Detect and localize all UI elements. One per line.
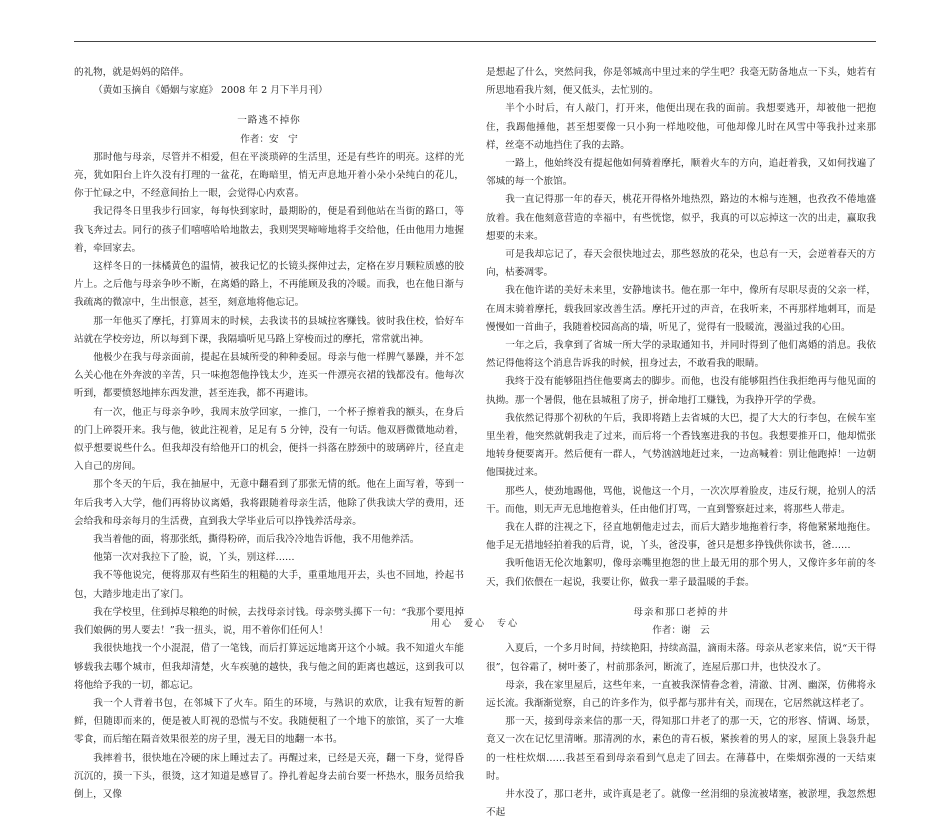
paragraph: 我终于没有能够阻挡住他要离去的脚步。而他，也没有能够阻挡住我拒绝再与他见面的执拗。那一个暑假，他在县城租了房子，拼命地打工赚钱，为我挣开学的学费。	[486, 376, 876, 406]
paragraph: 我一直记得那一年的春天，桃花开得格外地热烈，路边的木棉与连翘，也孜孜不倦地盛放着。我在他刻意营造的幸福中，有些恍惚，似乎，我真的可以忘掉这一次的出走，赢取我想要的未来。	[486, 194, 876, 242]
paragraph: 我不等他说完，便将那双有些陌生的粗糙的大手，重重地甩开去，头也不回地，拎起书包，大踏步地走出了家门。	[74, 570, 464, 600]
paragraph: 井水没了，那口老井，或许真是老了。就像一丝涓细的泉流被堵塞，被淤埋，我忽然想不起	[486, 788, 876, 819]
paragraph: 我在人群的注视之下，径直地朝他走过去，而后大踏步地拖着行李，将他紧紧地拖住。他手足无措地轻拍着我的后背，说，丫头，爸没事，爸只是想多挣钱供你读书，爸……	[486, 522, 876, 552]
header-rule	[74, 41, 876, 42]
paragraph: 这样冬日的一抹橘黄色的温情，被我记忆的长镜头探伸过去，定格在岁月颗粒质感的胶片上。之后他与母亲争吵不断，在离婚的路上，不再能顾及我的冷暖。而我，也在他日渐与我疏离的微凉中，生出恨意，甚至，刻意地将他忘记。	[74, 261, 464, 309]
paragraph: 我在学校里，住到掉尽粮绝的时候，去找母亲讨钱。母亲劈头掷下一句：“我那个要甩掉我们娘俩的男人要去！”我一扭头，说，用不着你们任何人！	[74, 606, 464, 637]
paragraph: 他极少在我与母亲面前，提起在县城所受的种种委屈。母亲与他一样脾气暴躁，并不怎么关心他在外奔波的辛苦，只一味抱怨他挣钱太少，连买一件漂亮衣裙的钱都没有。他每次听到，都要愤怒地摔东西发泄，甚至连我，都不再避讳。	[74, 352, 464, 400]
paragraph: 我很快地找一个小混混，借了一笔钱，而后打算远远地离开这个小城。我不知道火车能够载我去哪个城市，但我却清楚，火车疾驰的越快，我与他之间的距离也越远，这到我可以将他给予我的一切，都忘记。	[74, 643, 464, 691]
paragraph: 那时他与母亲，尽管并不相爱，但在平淡琐碎的生活里，还是有些许的明亮。这样的光亮，犹如阳台上许久没有打理的一盆花，在晦暗里，悄无声息地开着小朵小朵纯白的花儿，你于忙碌之中，不经意间抬上一眼，会觉得心内欢喜。	[74, 151, 464, 200]
paragraph: 那一天，接到母亲来信的那一天，得知那口井老了的那一天，它的形容、情调、场景，竟又一次在记忆里清晰。那清冽的水，素色的青石板，紧挨着的男人的家，屋顶上袅袅升起的一柱柱炊烟……我甚至看到母亲看到气息走了回去。在薄暮中，在柴烟弥漫的一天结束时。	[486, 716, 876, 782]
paragraph: 那些人，使劲地踢他，骂他，说他这一个月，一次次厚着脸皮，违反行规，抢别人的活干。而他，则无声无息地抱着头，任由他们打骂，一直到警察赶过来，将那些人带走。	[486, 485, 876, 515]
page-footer: 用心 爱心 专心	[430, 619, 519, 629]
paragraph: 那个冬天的午后，我在抽屉中，无意中翻看到了那张无情的纸。他在上面写着，等到一年后我考入大学，他们再将协议离婚，我将跟随着母亲生活，他除了供我读大学的费用，还会给我和母亲每月的生活费，直到我大学毕业后可以挣钱养活母亲。	[74, 479, 464, 527]
paragraph: 那一年他买了摩托，打算周末的时候，去我读书的县城拉客赚钱。彼时我住校，恰好车站就在学校旁边，所以每到下课，我隔墙听见马路上穿梭而过的摩托，常常就出神。	[74, 315, 464, 345]
paragraph: 他第一次对我拉下了脸，说，丫头，别这样……	[93, 552, 295, 564]
paragraph: 我在他许诺的美好未来里，安静地读书。他在那一年中，像所有尽职尽责的父亲一样，在周末骑着摩托，载我回家改善生活。摩托开过的声音，在我听来，不再那样地刺耳，而是慢慢如一首曲子，我随着校园高高的墙，听见了，觉得有一股暖流，漫溢过我的心田。	[486, 285, 876, 333]
paragraph: 可是我却忘记了，春天会很快地过去，那些怒放的花朵，也总有一天，会逆着春天的方向，枯萎凋零。	[486, 249, 876, 279]
story-author: 作者：安 宁	[240, 133, 298, 145]
right-column	[486, 64, 876, 822]
paragraph: 母亲，我在家里屋后，这些年来，一直被我深情眷念着，清澈、甘冽、幽深，仿佛将永远长流。我渐渐觉察，自己的许多作为，似乎都与那井有关，而现在，它居然就这样老了。	[486, 679, 876, 709]
paragraph: 是想起了什么，突然问我，你是邻城高中里过来的学生吧？我毫无防备地点一下头，她若有所思地看我片刻，便又低头，去忙别的。	[486, 67, 876, 97]
paragraph: 我依然记得那个初秋的午后，我即将踏上去省城的大巴，提了大大的行李包，在候车室里坐着，他突然就朝我走了过来，而后将一个香钱塞进我的书包。我想要推开口，他却慌张地转身便要离开。然后便有一群人，气势汹汹地赶过来，一边高喊着：别让他跑掉！一边朝他围拢过来。	[486, 412, 876, 479]
paragraph: 我记得冬日里我步行回家，每每快到家时，最期盼的，便是看到他站在当街的路口，等我飞奔过去。同行的孩子们嘻嘻哈哈地散去，我则哭哭啼啼地将手交给他，任由他用力地握着，牵回家去。	[74, 206, 464, 254]
paragraph: 一路上，他始终没有提起他如何骑着摩托，顺着火车的方向，追赶着我，又如何找遍了邻城的每一个旅馆。	[486, 158, 876, 188]
paragraph: 我摔着书，很快地在冷硬的床上睡过去了。再醒过来，已经是天亮，翻一下身，觉得昏沉沉的，摸一下头，很烫，这才知道是感冒了。挣扎着起身去前台要一杯热水，服务员给我倒上，又像	[74, 752, 464, 800]
paragraph: 一年之后，我拿到了省城一所大学的录取通知书，并同时得到了他们离婚的消息。我依然记得他将这个消息告诉我的时候，扭身过去，不敢看我的眼睛。	[486, 340, 876, 370]
paragraph: 入夏后，一个多月时间，持续艳阳，持续高温，滴雨未落。母亲从老家来信，说“天干得很”，包谷霜了，树叶萎了，村前那条河，断流了，连屋后那口井，也快没水了。	[486, 643, 876, 673]
paragraph: 半个小时后，有人敲门，打开来，他便出现在我的面前。我想要逃开，却被他一把抱住，我踢他捶他，甚至想要像一只小狗一样地咬他，可他却像儿时在风雪中等我扑过来那样，丝毫不动地挡住了我的去路。	[486, 103, 876, 151]
paragraph: 有一次，他正与母亲争吵，我周末放学回家，一推门，一个杯子擦着我的额头，在身后的门上碎裂开来。我与他，彼此注视着，足足有 5 分钟，没有一句话。他双唇微微地动着，似乎想要说些什么。但我却没有给他开口的机会，便抖一抖落在脖颈中的玻璃碎片，径直走入自己的房间。	[74, 406, 464, 473]
paragraph: 我一个人背着书包，在邻城下了火车。陌生的环境，与熟识的欢欣，让我有短暂的新鲜，但随即而来的，便是被人盯视的恐慌与不安。我随便租了一个地下的旅馆，买了一大堆零食，而后缩在隔音效果很差的房子里，漫无目的地翻一本书。	[74, 697, 464, 746]
story-title: 母亲和那口老掉的井	[633, 606, 729, 618]
source-line: （黄如玉摘自《婚姻与家庭》 2008 年 2 月下半月刊）	[93, 85, 328, 97]
paragraph: 我听他语无伦次地絮叨，像母亲嘴里抱怨的世上最无用的那个男人，又像许多年前的冬天，我们依偎在一起说，我要让你，做我一辈子最温暖的手套。	[486, 558, 876, 588]
story-author: 作者：谢 云	[652, 625, 710, 637]
story-title: 一路逃不掉你	[237, 115, 301, 127]
lead-text: 的礼物，就是妈妈的陪伴。	[74, 67, 190, 78]
paragraph: 我当着他的面，将那张纸，撕得粉碎，而后我冷冷地告诉他，我不用他养活。	[93, 534, 420, 546]
left-column	[74, 64, 464, 804]
